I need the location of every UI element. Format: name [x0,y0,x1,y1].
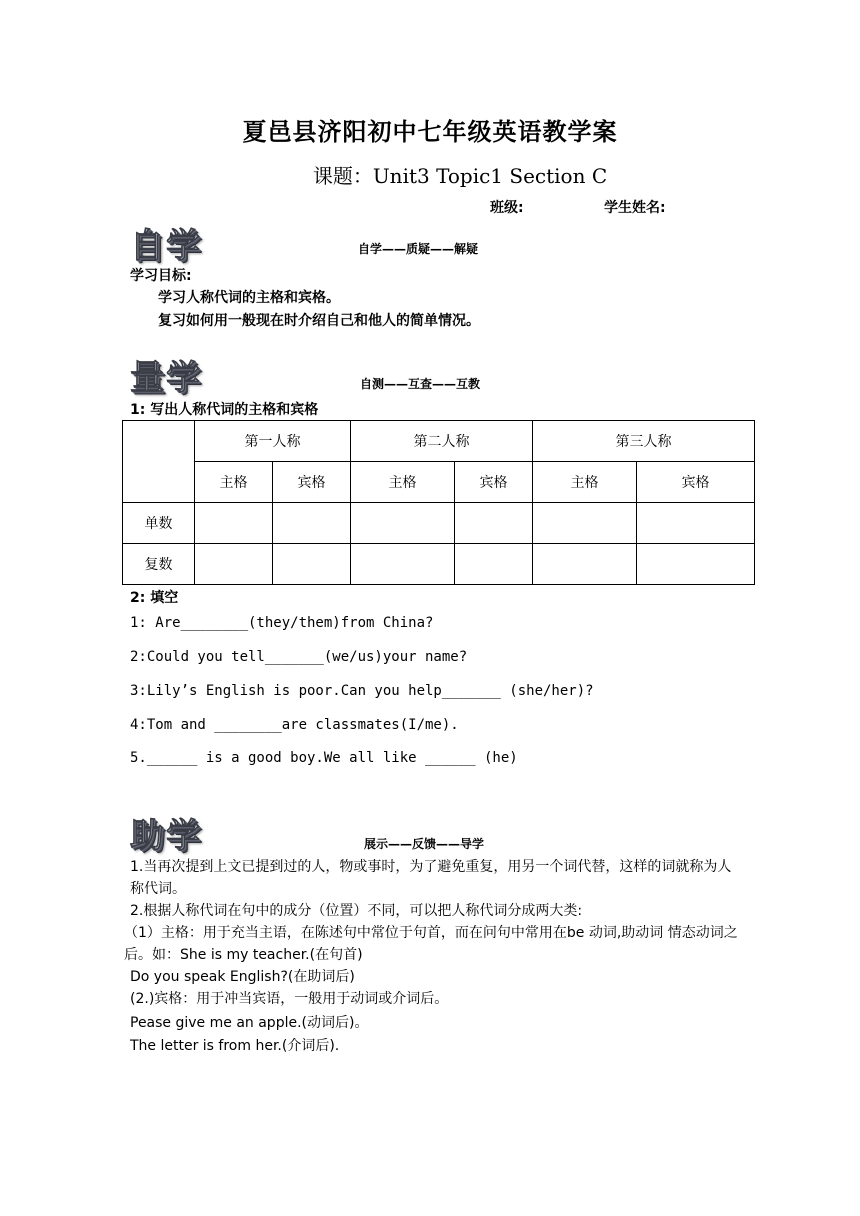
explanation-paragraph: (2.)宾格：用于冲当宾语，一般用于动词或介词后。 [130,991,449,1007]
answer-cell[interactable] [637,503,755,544]
header-second-person: 第二人称 [351,421,533,462]
answer-cell[interactable] [533,544,637,585]
header-case-cell: 主格 [195,462,273,503]
help-study-section-icon: 助学 [130,816,202,856]
answer-cell[interactable] [455,544,533,585]
question2-heading: 2: 填空 [130,590,179,606]
answer-cell[interactable] [351,544,455,585]
example-sentence: The letter is from her.(介词后). [130,1038,340,1054]
answer-cell[interactable] [351,503,455,544]
answer-cell[interactable] [273,544,351,585]
explanation-paragraph: （1）主格：用于充当主语，在陈述句中常位于句首，而在问句中常用在be 动词,助动词 情态动词之后。如：She is my teacher.(在句首) [124,925,738,963]
header-case-cell: 宾格 [637,462,755,503]
explanation-paragraph: 1.当再次提到上文已提到过的人，物或事时，为了避免重复，用另一个词代替，这样的词就称为人称代词。 [130,859,732,897]
answer-cell[interactable] [195,544,273,585]
section3-motto: 展示——反馈——导学 [364,837,485,851]
section2-motto: 自测——互查——互教 [360,377,481,391]
example-sentence: Do you speak English?(在助词后) [130,969,355,985]
fill-blank-item: 5.______ is a good boy.We all like ______ (he) [130,750,518,766]
row-label-singular: 单数 [123,503,195,544]
fill-blank-item: 2:Could you tell_______(we/us)your name? [130,649,468,665]
learning-goal-item: 复习如何用一般现在时介绍自己和他人的简单情况。 [158,313,480,329]
answer-cell[interactable] [273,503,351,544]
answer-cell[interactable] [637,544,755,585]
fill-blank-item: 3:Lily’s English is poor.Can you help_______ (she/her)? [130,683,594,699]
answer-cell[interactable] [195,503,273,544]
header-case-cell: 主格 [533,462,637,503]
section1-motto: 自学——质疑——解疑 [358,242,479,256]
row-label-plural: 复数 [123,544,195,585]
measure-section-icon: 量学 [130,358,202,398]
learning-goal-item: 学习人称代词的主格和宾格。 [158,290,340,306]
answer-cell[interactable] [533,503,637,544]
pronoun-table [122,420,755,585]
learning-goals-heading: 学习目标: [130,268,192,284]
example-sentence: Pease give me an apple.(动词后)。 [130,1015,369,1031]
fill-blank-item: 1: Are________(they/them)from China? [130,615,434,631]
lesson-subtitle: 课题：Unit3 Topic1 Section C [312,164,608,188]
header-first-person: 第一人称 [195,421,351,462]
header-case-cell: 宾格 [273,462,351,503]
explanation-paragraph: 2.根据人称代词在句中的成分（位置）不同，可以把人称代词分成两大类: [130,903,583,919]
page-title: 夏邑县济阳初中七年级英语教学案 [242,118,618,146]
student-name-label: 学生姓名: [604,200,666,216]
answer-cell[interactable] [455,503,533,544]
question1-heading: 1: 写出人称代词的主格和宾格 [130,402,319,418]
header-case-cell: 主格 [351,462,455,503]
header-third-person: 第三人称 [533,421,755,462]
self-study-section-icon: 自学 [130,226,202,266]
class-label: 班级: [490,200,524,216]
table-corner-cell [123,421,195,503]
fill-blank-item: 4:Tom and ________are classmates(I/me). [130,717,459,733]
header-case-cell: 宾格 [455,462,533,503]
